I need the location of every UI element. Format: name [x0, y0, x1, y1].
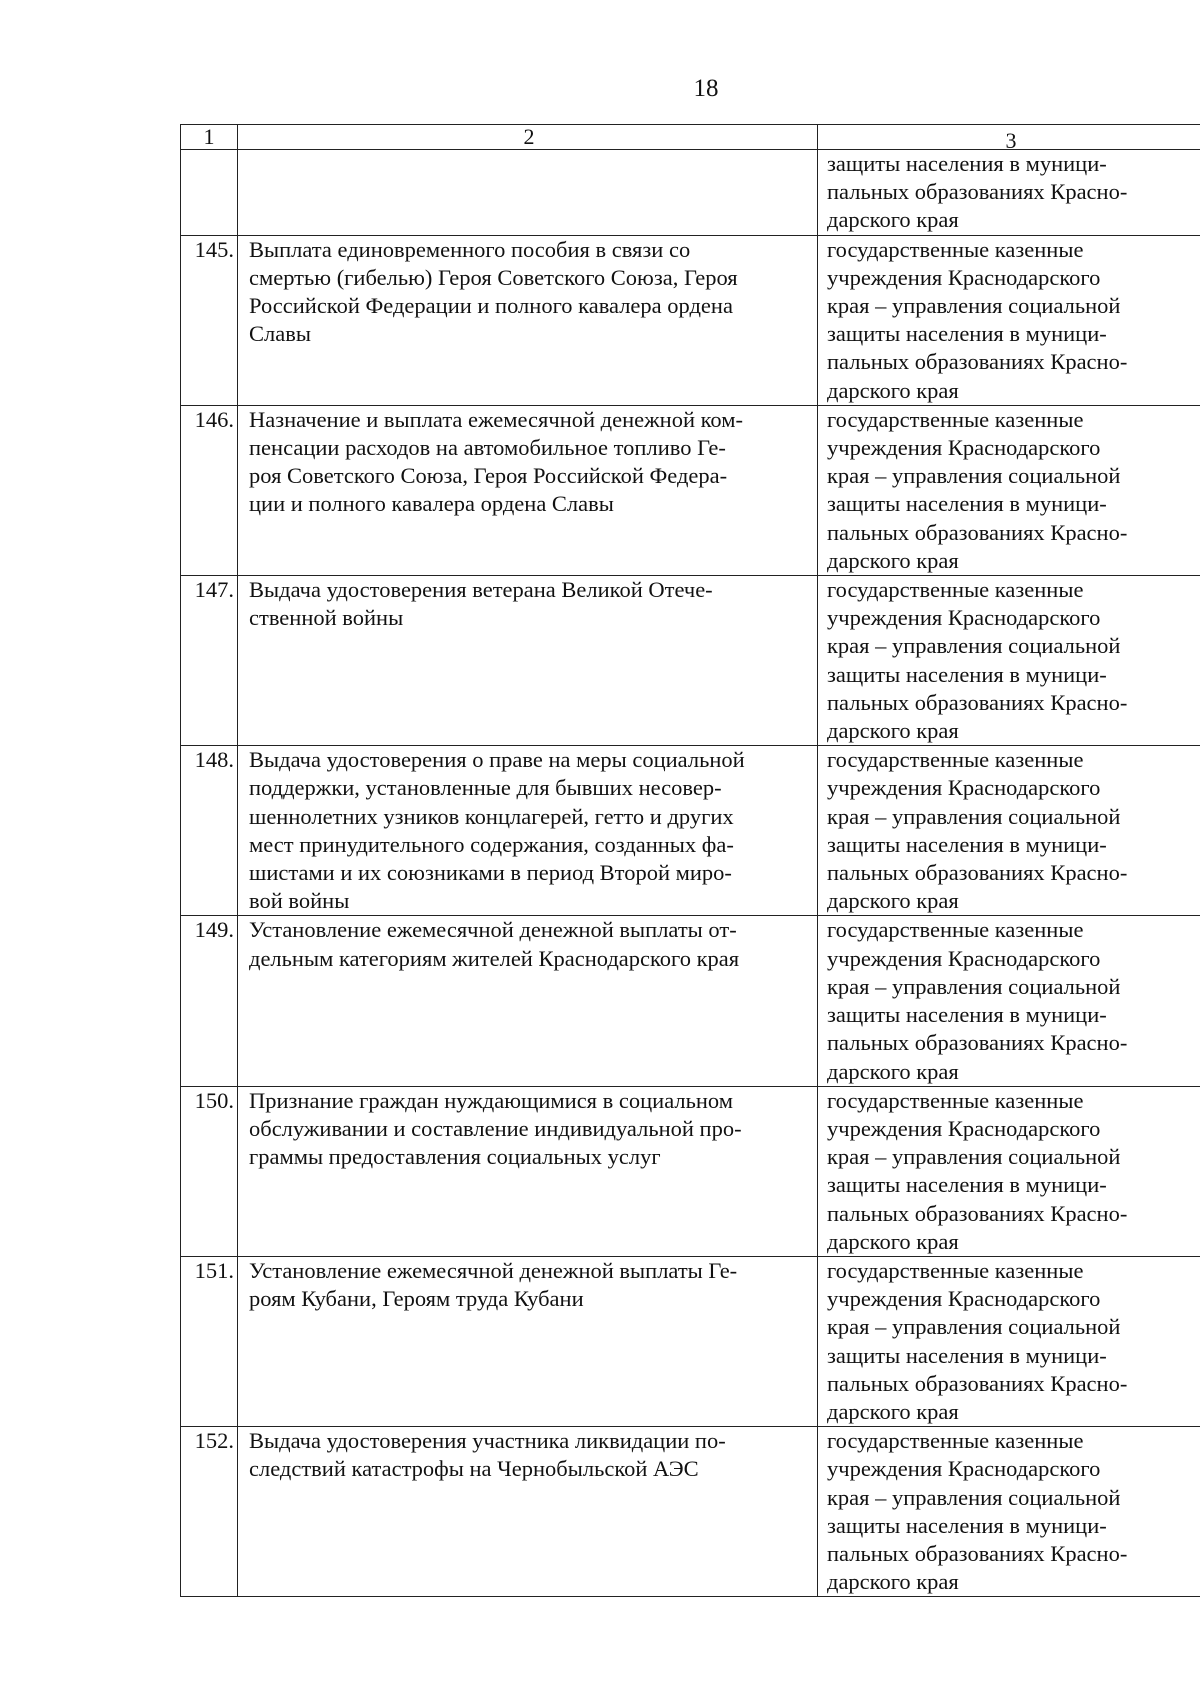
table-row	[181, 150, 1200, 236]
responsible-agency-cell-line: дарского края	[827, 888, 959, 914]
responsible-agency-cell	[818, 916, 1200, 1086]
responsible-agency-cell-line: пальных образованиях Красно-	[827, 860, 1128, 886]
services-table	[180, 124, 1200, 1597]
responsible-agency-cell-line: защиты населения в муници-	[827, 1172, 1107, 1198]
responsible-agency-cell-line: пальных образованиях Красно-	[827, 689, 1128, 715]
table-row	[181, 1256, 1200, 1426]
service-name-cell	[238, 1256, 818, 1426]
row-number: 150.	[181, 1086, 238, 1256]
responsible-agency-cell-line: пальных образованиях Красно-	[827, 179, 1128, 205]
responsible-agency-cell-line: пальных образованиях Красно-	[827, 349, 1128, 375]
responsible-agency-cell-line: дарского края	[827, 547, 959, 573]
column-header-3	[818, 125, 1200, 153]
row-number: 145.	[181, 235, 238, 405]
responsible-agency-cell-line: дарского края	[827, 207, 959, 233]
responsible-agency-cell	[818, 1427, 1200, 1597]
row-number: 151.	[181, 1256, 238, 1426]
service-name-cell	[238, 1427, 818, 1597]
row-number: 148.	[181, 746, 238, 916]
responsible-agency-cell-line: государственные казенные	[827, 747, 1084, 773]
service-name-cell-line: смертью (гибелью) Героя Советского Союза, Героя	[249, 264, 738, 290]
row-number: 146.	[181, 405, 238, 575]
table-row	[181, 405, 1200, 575]
responsible-agency-cell-line: защиты населения в муници-	[827, 831, 1107, 857]
service-name-cell-line: обслуживании и составление индивидуальной про-	[249, 1115, 742, 1141]
responsible-agency-cell-line: пальных образованиях Красно-	[827, 1540, 1128, 1566]
table-row	[181, 576, 1200, 746]
table-row	[181, 746, 1200, 916]
responsible-agency-cell-line: края – управления социальной	[827, 1314, 1121, 1340]
row-number: 152.	[181, 1427, 238, 1597]
service-name-cell-line: Назначение и выплата ежемесячной денежной ком-	[249, 406, 743, 432]
responsible-agency-cell	[818, 405, 1200, 575]
responsible-agency-cell	[818, 576, 1200, 746]
responsible-agency-cell	[818, 150, 1200, 236]
service-name-cell-line: Выплата единовременного пособия в связи со	[249, 236, 691, 262]
responsible-agency-cell-line: учреждения Краснодарского	[827, 435, 1101, 461]
service-name-cell-line: следствий катастрофы на Чернобыльской АЭС	[249, 1456, 699, 1482]
responsible-agency-cell-line: защиты населения в муници-	[827, 491, 1107, 517]
responsible-agency-cell-line: края – управления социальной	[827, 293, 1121, 319]
responsible-agency-cell-line: пальных образованиях Красно-	[827, 1370, 1128, 1396]
responsible-agency-cell-line: защиты населения в муници-	[827, 321, 1107, 347]
service-name-cell	[238, 746, 818, 916]
responsible-agency-cell	[818, 1256, 1200, 1426]
responsible-agency-cell-line: государственные казенные	[827, 1257, 1084, 1283]
responsible-agency-cell-line: учреждения Краснодарского	[827, 1456, 1101, 1482]
table-header-row	[181, 125, 1200, 150]
responsible-agency-cell	[818, 1086, 1200, 1256]
responsible-agency-cell-line: государственные казенные	[827, 406, 1084, 432]
responsible-agency-cell	[818, 746, 1200, 916]
table-row	[181, 235, 1200, 405]
responsible-agency-cell-line: учреждения Краснодарского	[827, 775, 1101, 801]
service-name-cell-line: граммы предоставления социальных услуг	[249, 1144, 661, 1170]
service-name-cell	[238, 1086, 818, 1256]
page-number: 18	[693, 75, 719, 102]
service-name-cell-line: шеннолетних узников концлагерей, гетто и других	[249, 803, 734, 829]
responsible-agency-cell-line: государственные казенные	[827, 1428, 1084, 1454]
service-name-cell	[238, 235, 818, 405]
responsible-agency-cell-line: защиты населения в муници-	[827, 661, 1107, 687]
column-header-2: 2	[238, 125, 818, 150]
service-name-cell-line: ственной войны	[249, 605, 404, 631]
service-name-cell-line: Признание граждан нуждающимися в социальном	[249, 1087, 733, 1113]
row-number: 149.	[181, 916, 238, 1086]
responsible-agency-cell-line: дарского края	[827, 718, 959, 744]
service-name-cell-line: роям Кубани, Героям труда Кубани	[249, 1286, 584, 1312]
table-body	[181, 125, 1200, 1597]
responsible-agency-cell-line: государственные казенные	[827, 1087, 1084, 1113]
responsible-agency-cell-line: учреждения Краснодарского	[827, 1286, 1101, 1312]
responsible-agency-cell-line: пальных образованиях Красно-	[827, 1030, 1128, 1056]
service-name-cell-line: вой войны	[249, 888, 350, 914]
responsible-agency-cell-line: дарского края	[827, 1569, 959, 1595]
responsible-agency-cell-line: защиты населения в муници-	[827, 1342, 1107, 1368]
table-row	[181, 1427, 1200, 1597]
service-name-cell-line: Выдача удостоверения ветерана Великой Отече-	[249, 577, 713, 603]
responsible-agency-cell-line: учреждения Краснодарского	[827, 605, 1101, 631]
service-name-cell-line: Российской Федерации и полного кавалера ордена	[249, 293, 733, 319]
responsible-agency-cell-line: края – управления социальной	[827, 463, 1121, 489]
service-name-cell-line: поддержки, установленные для бывших несовер-	[249, 775, 722, 801]
responsible-agency-cell	[818, 235, 1200, 405]
service-name-cell-line: Выдача удостоверения участника ликвидации по-	[249, 1428, 726, 1454]
responsible-agency-cell-line: дарского края	[827, 1058, 959, 1084]
service-name-cell	[238, 405, 818, 575]
responsible-agency-cell-line: защиты населения в муници-	[827, 1002, 1107, 1028]
service-name-cell-line: дельным категориям жителей Краснодарского края	[249, 945, 740, 971]
row-number: 147.	[181, 576, 238, 746]
service-name-cell-line: Установление ежемесячной денежной выплаты Ге-	[249, 1257, 738, 1283]
service-name-cell-line: Славы	[249, 321, 311, 347]
responsible-agency-cell-line: края – управления социальной	[827, 803, 1121, 829]
responsible-agency-cell-line: дарского края	[827, 1398, 959, 1424]
table-row	[181, 916, 1200, 1086]
responsible-agency-cell-line: учреждения Краснодарского	[827, 264, 1101, 290]
service-name-cell-line: мест принудительного содержания, созданных фа-	[249, 831, 734, 857]
service-name-cell	[238, 916, 818, 1086]
service-name-cell-line: шистами и их союзниками в период Второй миро-	[249, 860, 732, 886]
responsible-agency-cell-line: края – управления социальной	[827, 1144, 1121, 1170]
responsible-agency-cell-line: дарского края	[827, 377, 959, 403]
table-row	[181, 1086, 1200, 1256]
responsible-agency-cell-line: государственные казенные	[827, 917, 1084, 943]
responsible-agency-cell-line: пальных образованиях Красно-	[827, 1200, 1128, 1226]
responsible-agency-cell-line: края – управления социальной	[827, 1484, 1121, 1510]
service-name-cell	[238, 576, 818, 746]
responsible-agency-cell-line: государственные казенные	[827, 236, 1084, 262]
responsible-agency-cell-line: учреждения Краснодарского	[827, 1115, 1101, 1141]
column-header-1: 1	[181, 125, 238, 150]
responsible-agency-cell-line: учреждения Краснодарского	[827, 945, 1101, 971]
service-name-cell-line: пенсации расходов на автомобильное топливо Ге-	[249, 435, 726, 461]
responsible-agency-cell-line: государственные казенные	[827, 577, 1084, 603]
responsible-agency-cell-line: края – управления социальной	[827, 973, 1121, 999]
responsible-agency-cell-line: края – управления социальной	[827, 633, 1121, 659]
service-name-cell-line: Выдача удостоверения о праве на меры социальной	[249, 747, 745, 773]
responsible-agency-cell-line: защиты населения в муници-	[827, 151, 1107, 176]
service-name-cell-line: Установление ежемесячной денежной выплаты от-	[249, 917, 737, 943]
service-name-cell-line: роя Советского Союза, Героя Российской Федера-	[249, 463, 728, 489]
service-name-cell	[238, 150, 818, 236]
service-name-cell-line: ции и полного кавалера ордена Славы	[249, 491, 614, 517]
row-number	[181, 150, 238, 236]
responsible-agency-cell-line: защиты населения в муници-	[827, 1512, 1107, 1538]
responsible-agency-cell-line: пальных образованиях Красно-	[827, 519, 1128, 545]
responsible-agency-cell-line: дарского края	[827, 1228, 959, 1254]
column-header-3-label: 3	[1005, 128, 1017, 153]
